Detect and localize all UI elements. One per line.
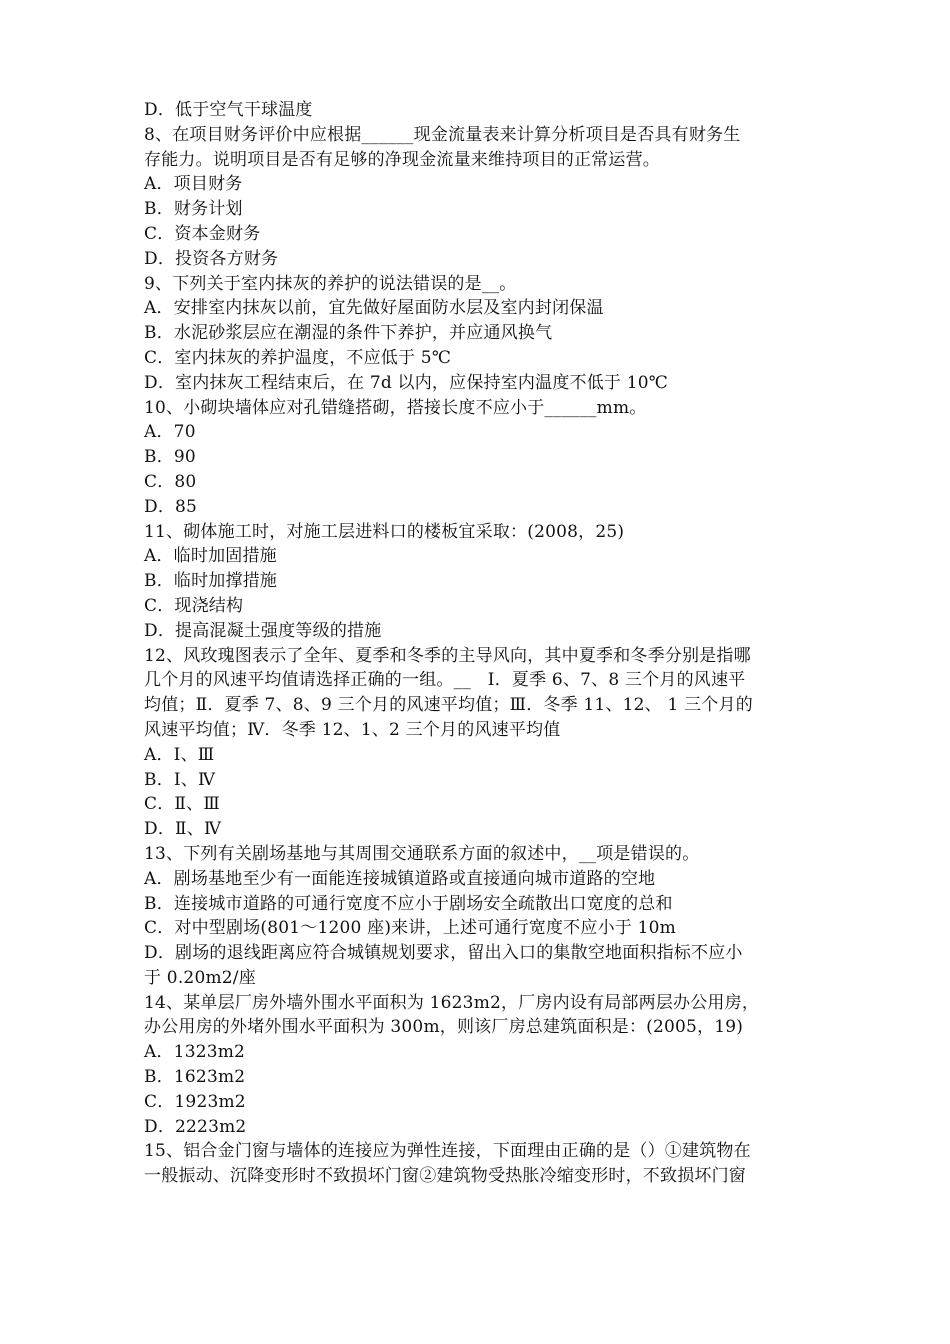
text-line: B．水泥砂浆层应在潮湿的条件下养护，并应通风换气 <box>144 323 553 344</box>
text-line: 风速平均值；Ⅳ．冬季 12、1、2 三个月的风速平均值 <box>144 719 561 740</box>
text-line: A．项目财务 <box>144 174 243 195</box>
text-line: 几个月的风速平均值请选择正确的一组。__ Ⅰ．夏季 6、7、8 三个月的风速平 <box>144 670 746 691</box>
text-line: B．1623m2 <box>144 1067 246 1088</box>
text-line: D．室内抹灰工程结束后，在 7d 以内，应保持室内温度不低于 10℃ <box>144 372 668 393</box>
text-line: A．临时加固措施 <box>144 546 277 567</box>
text-line: 于 0.20m2/座 <box>144 967 256 988</box>
text-line: C．80 <box>144 471 197 492</box>
text-line: D．提高混凝土强度等级的措施 <box>144 620 382 641</box>
text-line: 存能力。说明项目是否有足够的净现金流量来维持项目的正常运营。 <box>144 149 660 170</box>
text-line: 均值；Ⅱ．夏季 7、8、9 三个月的风速平均值；Ⅲ．冬季 11、12、 1 三个月的 <box>144 695 753 716</box>
text-line: A．1323m2 <box>144 1042 246 1063</box>
text-line: 11、砌体施工时，对施工层进料口的楼板宜采取：(2008，25) <box>144 521 625 542</box>
text-line: 办公用房的外堵外围水平面积为 300m，则该厂房总建筑面积是：(2005，19) <box>144 1017 744 1038</box>
text-line: D．85 <box>144 496 198 517</box>
text-line: C．对中型剧场(801～1200 座)来讲，上述可通行宽度不应小于 10m <box>144 918 676 939</box>
document-page <box>144 98 816 1189</box>
text-line: A．剧场基地至少有一面能连接城镇道路或直接通向城市道路的空地 <box>144 868 656 889</box>
text-line: A．70 <box>144 422 196 443</box>
text-line: C．资本金财务 <box>144 223 261 244</box>
text-line: 14、某单层厂房外墙外围水平面积为 1623m2，厂房内设有局部两层办公用房， <box>144 992 760 1013</box>
text-line: D．低于空气干球温度 <box>144 100 313 120</box>
text-line: 15、铝合金门窗与墙体的连接应为弹性连接，下面理由正确的是（）①建筑物在 <box>144 1141 751 1162</box>
text-line: 一般振动、沉降变形时不致损坏门窗②建筑物受热胀冷缩变形时，不致损坏门窗 <box>144 1166 746 1187</box>
text-line: B．Ⅰ、Ⅳ <box>144 769 216 790</box>
text-line: B．财务计划 <box>144 199 243 220</box>
text-line: B．90 <box>144 447 196 468</box>
text-line: B．连接城市道路的可通行宽度不应小于剧场安全疏散出口宽度的总和 <box>144 893 673 914</box>
text-line: C．1923m2 <box>144 1091 246 1112</box>
text-line: B．临时加撑措施 <box>144 571 278 592</box>
text-line: 13、下列有关剧场基地与其周围交通联系方面的叙述中，__项是错误的。 <box>144 843 700 864</box>
text-line: 8、在项目财务评价中应根据______现金流量表来计算分析项目是否具有财务生 <box>144 124 741 145</box>
text-line: 9、下列关于室内抹灰的养护的说法错误的是__。 <box>144 273 517 294</box>
text-line: D．剧场的退线距离应符合城镇规划要求，留出入口的集散空地面积指标不应小 <box>144 943 743 964</box>
text-line: C．Ⅱ、Ⅲ <box>144 794 220 815</box>
text-line: A．安排室内抹灰以前，宜先做好屋面防水层及室内封闭保温 <box>144 298 604 319</box>
text-line: 12、风玫瑰图表示了全年、夏季和冬季的主导风向，其中夏季和冬季分别是指哪 <box>144 645 751 666</box>
text-line: C．现浇结构 <box>144 595 244 616</box>
text-line: 10、小砌块墙体应对孔错缝搭砌，搭接长度不应小于______mm。 <box>144 397 647 418</box>
text-line: A．Ⅰ、Ⅲ <box>144 744 215 765</box>
text-line: D．投资各方财务 <box>144 248 279 269</box>
text-line: D．Ⅱ、Ⅳ <box>144 819 222 840</box>
text-line: C．室内抹灰的养护温度，不应低于 5℃ <box>144 347 452 368</box>
text-line: D．2223m2 <box>144 1116 247 1137</box>
